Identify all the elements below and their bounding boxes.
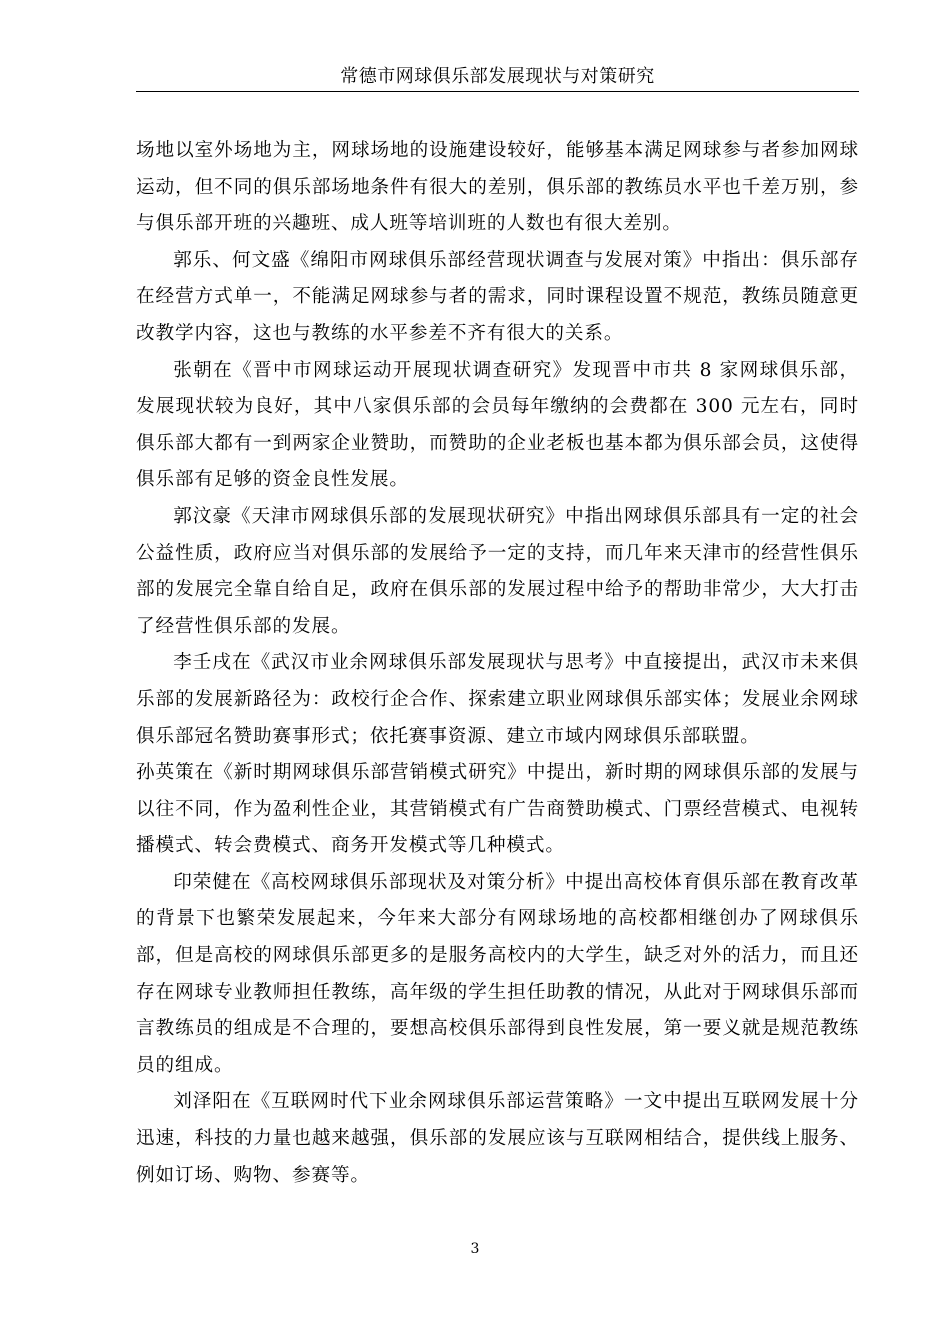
paragraph: 郭乐、何文盛《绵阳市网球俱乐部经营现状调查与发展对策》中指出：俱乐部存在经营方式单一，不能满足网球参与者的需求，同时课程设置不规范，教练员随意更改教学内容，这也与教练的水平参差不齐有很大的关系。 [136,249,859,344]
paragraph: 张朝在《晋中市网球运动开展现状调查研究》发现晋中市共 8 家网球俱乐部，发展现状较为良好，其中八家俱乐部的会员每年缴纳的会费都在 300 元左右，同时俱乐部大都有一到两家企业赞助，而赞助的企业老板也基本都为俱乐部会员，这使得俱乐部有足够的资金良性发展。 [136,359,859,491]
running-header-title: 常德市网球俱乐部发展现状与对策研究 [340,66,655,87]
paragraph: 郭汶豪《天津市网球俱乐部的发展现状研究》中指出网球俱乐部具有一定的社会公益性质，政府应当对俱乐部的发展给予一定的支持，而几年来天津市的经营性俱乐部的发展完全靠自给自足，政府在俱乐部的发展过程中给予的帮助非常少，大大打击了经营性俱乐部的发展。 [136,505,859,637]
body-text [136,133,859,1194]
paragraph: 刘泽阳在《互联网时代下业余网球俱乐部运营策略》一文中提出互联网发展十分迅速，科技的力量也越来越强，俱乐部的发展应该与互联网相结合，提供线上服务、例如订场、购物、参赛等。 [136,1091,859,1186]
paragraph: 场地以室外场地为主，网球场地的设施建设较好，能够基本满足网球参与者参加网球运动，但不同的俱乐部场地条件有很大的差别，俱乐部的教练员水平也千差万别，参与俱乐部开班的兴趣班、成人班等培训班的人数也有很大差别。 [136,140,859,235]
page-number: 3 [470,1241,480,1257]
paragraph: 李壬戌在《武汉市业余网球俱乐部发展现状与思考》中直接提出，武汉市未来俱乐部的发展新路径为：政校行企合作、探索建立职业网球俱乐部实体；发展业余网球俱乐部冠名赞助赛事形式；依托赛事资源、建立市域内网球俱乐部联盟。 [136,652,859,747]
header-divider [136,91,859,92]
paragraph: 孙英策在《新时期网球俱乐部营销模式研究》中提出，新时期的网球俱乐部的发展与以往不同，作为盈利性企业，其营销模式有广告商赞助模式、门票经营模式、电视转播模式、转会费模式、商务开发模式等几种模式。 [136,762,859,857]
paragraph: 印荣健在《高校网球俱乐部现状及对策分析》中提出高校体育俱乐部在教育改革的背景下也繁荣发展起来，今年来大部分有网球场地的高校都相继创办了网球俱乐部，但是高校的网球俱乐部更多的是服务高校内的大学生，缺乏对外的活力，而且还存在网球专业教师担任教练，高年级的学生担任助教的情况，从此对于网球俱乐部而言教练员的组成是不合理的，要想高校俱乐部得到良性发展，第一要义就是规范教练员的组成。 [136,871,859,1076]
